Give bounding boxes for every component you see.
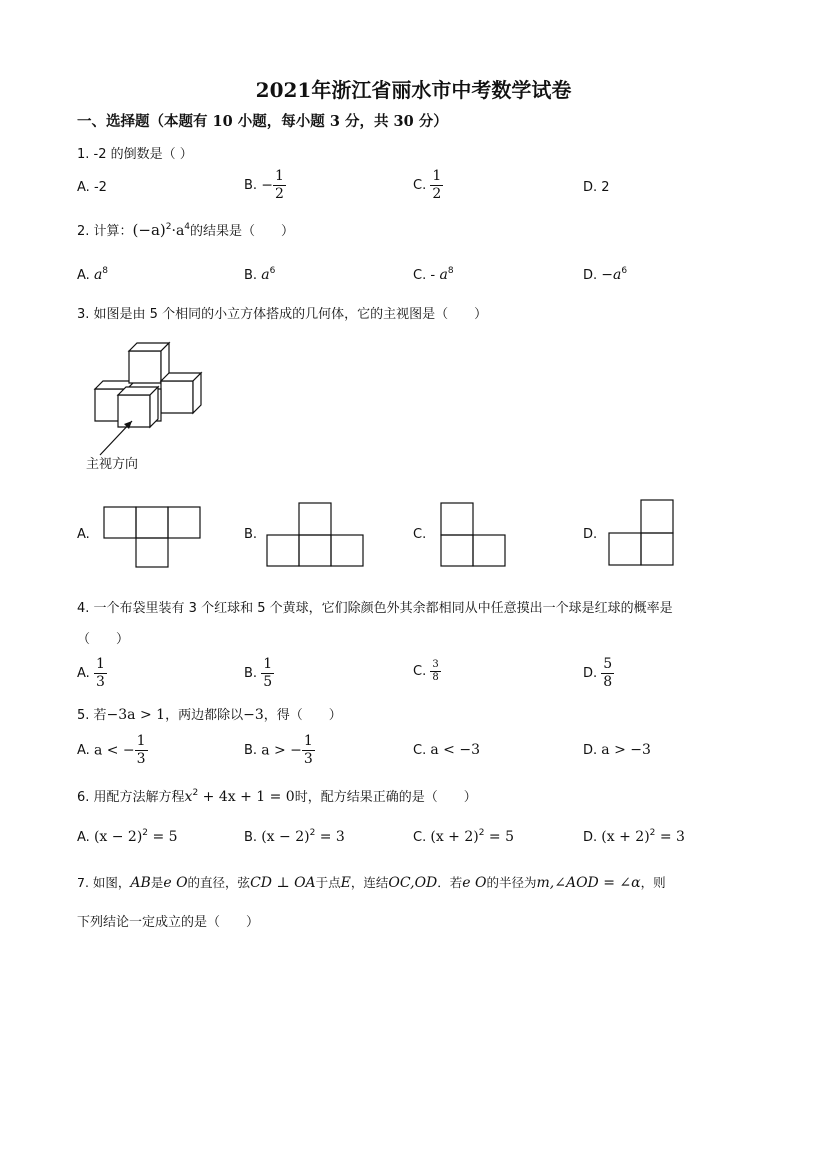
q3-option-d-letter[interactable]: D. [583, 527, 598, 542]
fraction: $\frac{1}{5}$ [263, 656, 273, 690]
q3-option-d-figure[interactable] [608, 499, 674, 566]
question-3-stem: 3. 如图是由 5 个相同的小立方体搭成的几何体，它的主视图是（ ） [77, 307, 488, 322]
question-7-stem: 7. 如图，AB是e O的直径，弦CD ⊥ OA于点E，连结OC,OD．若e O的半径为m,∠AOD = ∠α，则 [77, 875, 666, 891]
question-4-stem: 4. 一个布袋里装有 3 个红球和 5 个黄球，它们除颜色外其余都相同从中任意摸出一个球是红球的概率是 [77, 601, 673, 616]
q6-option-b[interactable]: B. $(x - 2)^2 = 3$ [244, 828, 345, 845]
fraction: $\frac{1}{3}$ [303, 733, 313, 767]
question-2-stem: 2. 计算：$(-a)^2\cdot a^4$的结果是（ ） [77, 221, 295, 239]
q1-option-c[interactable]: C. $\frac{1}{2}$ [413, 168, 442, 202]
q5-option-c[interactable]: C. a < −3 [413, 742, 480, 758]
q1-option-d[interactable]: D. 2 [583, 180, 610, 195]
q5-option-a[interactable]: A. a < − $\frac{1}{3}$ [77, 733, 146, 767]
q6-option-a[interactable]: A. $(x - 2)^2 = 5$ [77, 828, 178, 845]
q5-option-b[interactable]: B. a > − $\frac{1}{3}$ [244, 733, 313, 767]
q2-option-d[interactable]: D. $-a^6$ [583, 266, 628, 283]
question-7-stem-cont: 下列结论一定成立的是（ ） [77, 915, 260, 930]
q1-option-b[interactable]: B. − $\frac{1}{2}$ [244, 168, 284, 202]
question-4-stem-cont: （ ） [77, 632, 130, 647]
section-heading: 一、选择题（本题有 10 小题，每小题 3 分，共 30 分） [77, 113, 448, 130]
q3-option-a-letter[interactable]: A. [77, 527, 90, 542]
question-1-stem: 1. -2 的倒数是（ ） [77, 147, 193, 162]
q1-option-a[interactable]: A. -2 [77, 180, 107, 195]
q4-option-d[interactable]: D. $\frac{5}{8}$ [583, 656, 613, 690]
fraction: $\frac{1}{2}$ [432, 168, 442, 202]
q6-option-c[interactable]: C. $(x + 2)^2 = 5$ [413, 828, 514, 845]
q3-option-c-figure[interactable] [440, 502, 506, 567]
view-direction-label: 主视方向 [86, 457, 139, 472]
fraction: $\frac{1}{2}$ [274, 168, 284, 202]
fraction: $\frac{5}{8}$ [603, 656, 613, 690]
fraction: $\frac{1}{3}$ [95, 656, 105, 690]
q5-option-d[interactable]: D. a > −3 [583, 742, 651, 758]
question-5-stem: 5. 若−3a > 1，两边都除以−3，得（ ） [77, 707, 342, 723]
q4-option-a[interactable]: A. $\frac{1}{3}$ [77, 656, 105, 690]
q2-option-c[interactable]: C. - $a^8$ [413, 266, 454, 283]
q4-option-b[interactable]: B. $\frac{1}{5}$ [244, 656, 273, 690]
q3-option-a-figure[interactable] [103, 506, 201, 568]
q4-option-c[interactable]: C. $\frac{3}{8}$ [413, 659, 439, 683]
q3-option-b-figure[interactable] [266, 502, 364, 567]
fraction: $\frac{1}{3}$ [136, 733, 146, 767]
fraction: $\frac{3}{8}$ [432, 659, 439, 683]
page-title: 2021年浙江省丽水市中考数学试卷 [255, 78, 572, 102]
q2-option-b[interactable]: B. $a^6$ [244, 266, 276, 283]
q3-option-c-letter[interactable]: C. [413, 527, 427, 542]
q6-option-d[interactable]: D. $(x + 2)^2 = 3$ [583, 828, 685, 845]
q2-option-a[interactable]: A. $a^8$ [77, 266, 109, 283]
question-6-stem: 6. 用配方法解方程$x^2 + 4x + 1 = 0$时，配方结果正确的是（ ） [77, 788, 477, 805]
q3-option-b-letter[interactable]: B. [244, 527, 258, 542]
